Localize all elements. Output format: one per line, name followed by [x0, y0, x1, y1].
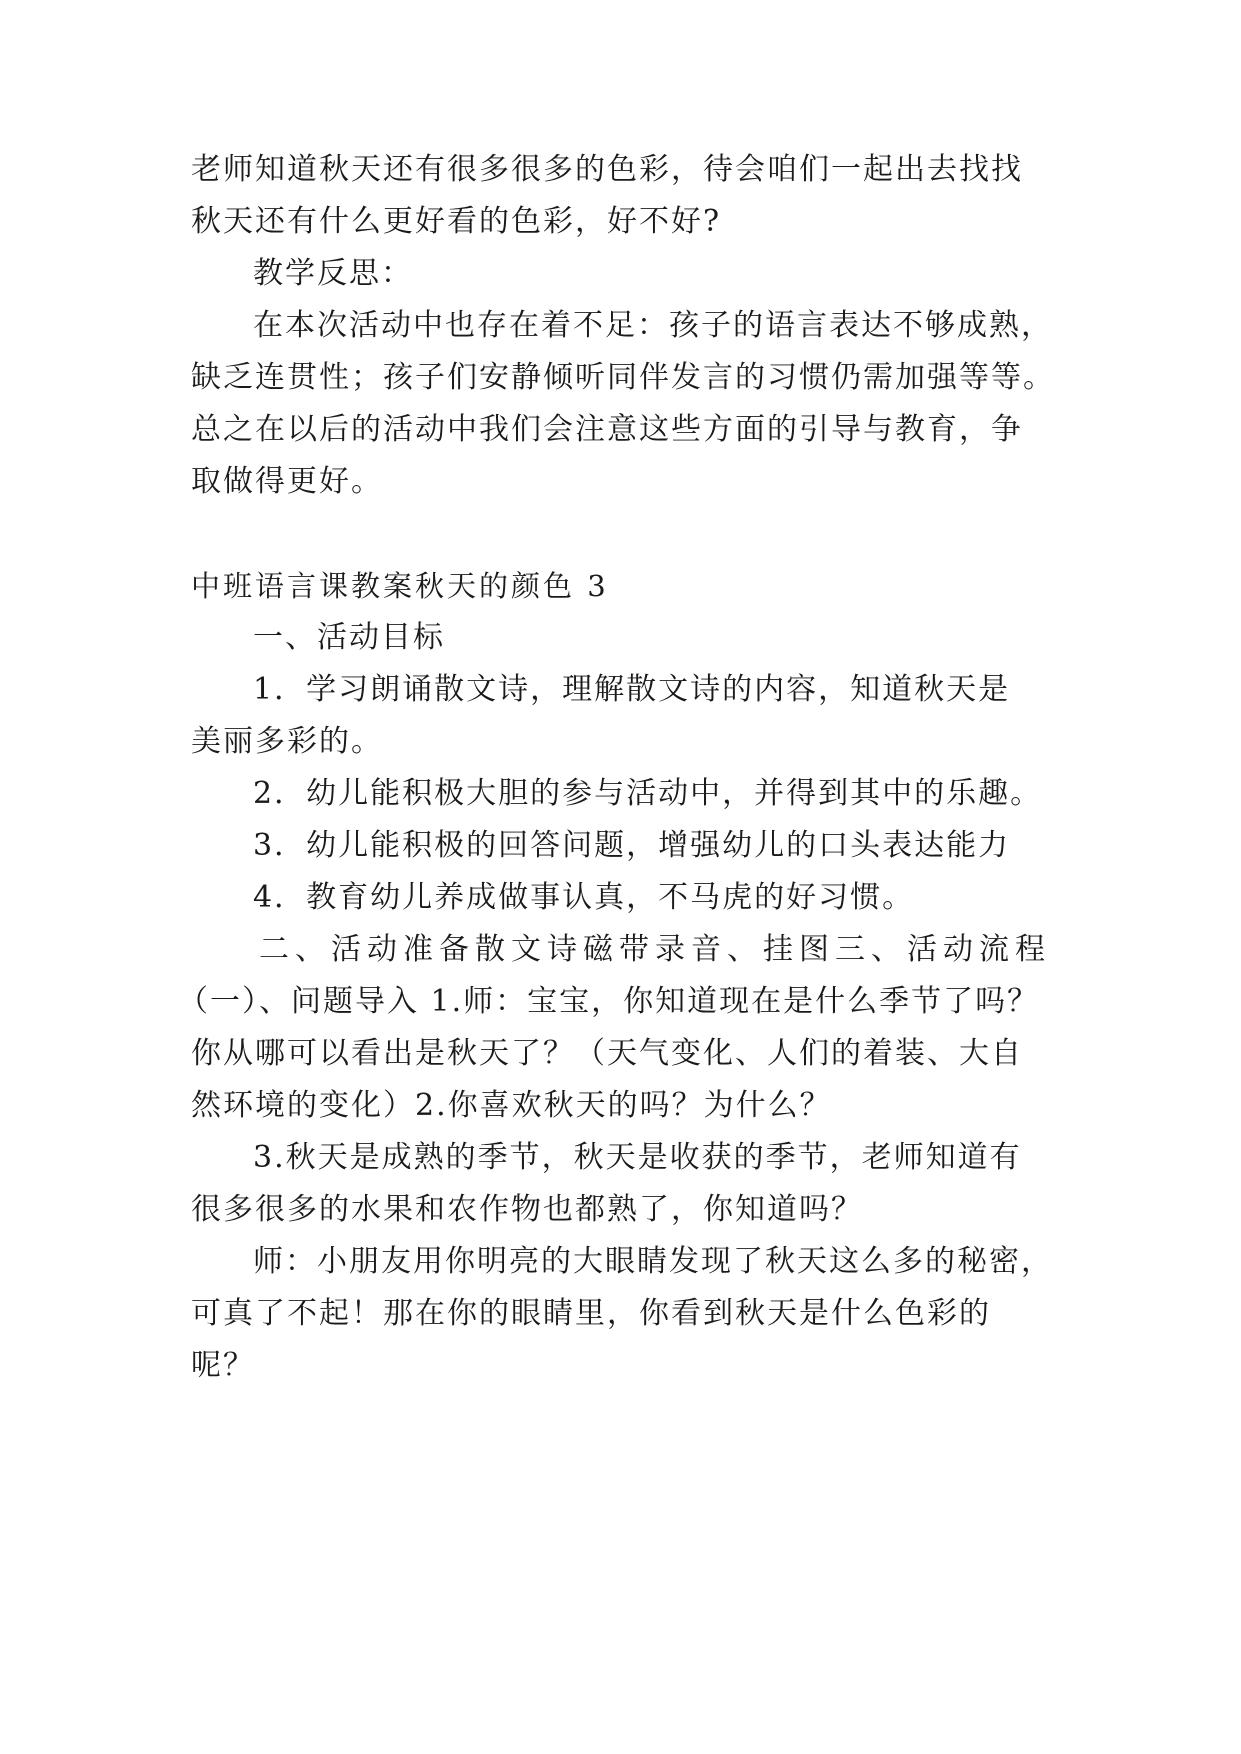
section-title: 中班语言课教案秋天的颜色 3 — [191, 569, 609, 603]
goal-item: 1．学习朗诵散文诗，理解散文诗的内容，知道秋天是 — [253, 672, 1011, 707]
process-line: 很多很多的水果和农作物也都熟了，你知道吗？ — [191, 1192, 863, 1227]
goal-item: 4．教育幼儿养成做事认真，不马虎的好习惯。 — [253, 880, 915, 915]
paragraph-line: 总之在以后的活动中我们会注意这些方面的引导与教育，争 — [191, 412, 1023, 447]
paragraph-line: 老师知道秋天还有很多很多的色彩，待会咱们一起出去找找 — [191, 152, 1023, 187]
paragraph-line: 取做得更好。 — [191, 464, 383, 499]
paragraph-line: 缺乏连贯性；孩子们安静倾听同伴发言的习惯仍需加强等等。 — [191, 360, 1055, 395]
goal-item-continued: 美丽多彩的。 — [191, 724, 383, 759]
process-line: 可真了不起！那在你的眼睛里，你看到秋天是什么色彩的 — [191, 1296, 991, 1331]
process-line: 呢？ — [191, 1348, 255, 1383]
process-line: 师：小朋友用你明亮的大眼睛发现了秋天这么多的秘密， — [253, 1244, 1053, 1279]
paragraph-line: 在本次活动中也存在着不足：孩子的语言表达不够成熟， — [253, 308, 1053, 343]
reflection-heading: 教学反思： — [253, 256, 413, 291]
goal-item: 3．幼儿能积极的回答问题，增强幼儿的口头表达能力 — [253, 828, 1011, 863]
process-line: （一）、问题导入 1.师：宝宝，你知道现在是什么季节了吗？ — [178, 984, 1040, 1019]
paragraph-line: 秋天还有什么更好看的色彩，好不好? — [191, 204, 722, 239]
process-line: 你从哪可以看出是秋天了？（天气变化、人们的着装、大自 — [191, 1036, 1023, 1071]
goal-item: 2．幼儿能积极大胆的参与活动中，并得到其中的乐趣。 — [253, 776, 1043, 811]
goals-heading: 一、活动目标 — [253, 620, 445, 655]
process-line: 3.秋天是成熟的季节，秋天是收获的季节，老师知道有 — [253, 1140, 1022, 1175]
preparation-line: 二、活动准备散文诗磁带录音、挂图三、活动流程 — [259, 932, 1051, 967]
process-line: 然环境的变化）2.你喜欢秋天的吗？为什么？ — [191, 1088, 832, 1123]
